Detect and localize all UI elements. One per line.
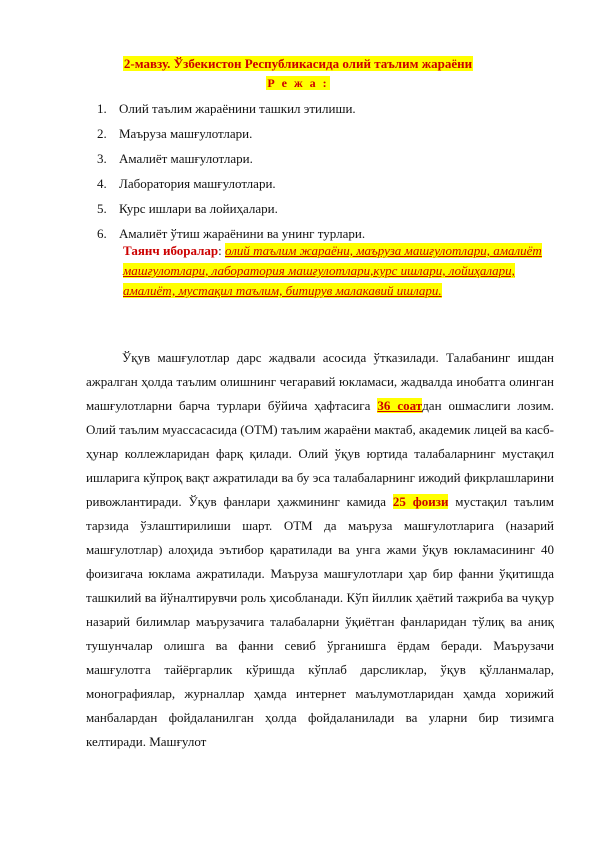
plan-list (97, 96, 365, 246)
plan-item-number: 5. (97, 201, 107, 216)
plan-item-text: Курс ишлари ва лойиҳалари. (119, 201, 278, 216)
key-terms-colon: : (218, 243, 226, 258)
key-terms-text: олий таълим жараёни, маъруза машғулотлари, амалиёт машғулотлари, лаборатория машғулотлари,курс ишлари, лойиҳалари, амалиёт, мустақил таълим, битирув малакавий ишлари. (123, 243, 542, 298)
body-text-part-2: дан ошмаслиги лозим. Олий таълим муассасасида (ОТМ) таълим жараёни мактаб, академик лицей ва касб-ҳунар коллежларидан фарқ қилади. Олий ўқув юртида талабаларнинг мустақил ишларига кўпроқ вақт ажратилади ва бу эса талабаларнинг ижодий фикрлашларини ривожлантиради. Ўқув фанлари ҳажмининг камида (86, 398, 554, 509)
highlight-36-hours: 36 соат (377, 398, 423, 413)
plan-item-text: Олий таълим жараёнини ташкил этилиши. (119, 101, 356, 116)
plan-item (97, 146, 365, 171)
body-text (86, 346, 554, 754)
plan-item-text: Амалиёт ўтиш жараёнини ва унинг турлари. (119, 226, 366, 241)
key-terms (123, 241, 543, 301)
title-text: 2-мавзу. Ўзбекистон Республикасида олий таълим жараёни (123, 56, 473, 71)
plan-item (97, 196, 365, 221)
plan-item-text: Амалиёт машғулотлари. (119, 151, 253, 166)
plan-item (97, 121, 365, 146)
plan-item-number: 1. (97, 101, 107, 116)
plan-item-text: Лаборатория машғулотлари. (119, 176, 276, 191)
plan-item-text: Маъруза машғулотлари. (119, 126, 253, 141)
key-terms-label: Таянч иборалар (123, 243, 219, 258)
highlight-25-percent: 25 фоизи (392, 494, 449, 509)
plan-item-number: 6. (97, 226, 107, 241)
body-text-part-1: Ўқув машғулотлар дарс жадвали асосида ўтказилади. Талабанинг ишдан ажралган ҳолда таълим олишнинг чегаравий юкламаси, жадвалда инобатга олинган машғулотларни барча турлари бўйича ҳафтасига (86, 350, 554, 413)
body-text-part-3: мустақил таълим тарзида ўзлаштирилиши шарт. ОТМ да маъруза машғулотларига (назарий машғулотлар) алоҳида эътибор қаратилади ва унга жами ўқув юкламасининг 40 фоизигача юклама ажратилади. Маъруза машғулотлари ҳар бир фанни ўқитишда ташкилий ва йўналтирувчи роль ҳисобланади. Кўп йиллик ҳаётий тажриба ва чуқур назарий билимлар маърузачига талабаларни ўқиётган фанларидан тўлиқ ва аниқ тушунчалар олишга ва фанни севиб ўрганишга ёрдам беради. Маърузачи машғулотга тайёргарлик кўришда кўплаб дарсликлар, ўқув қўлланмалар, монографиялар, журналлар ҳамда интернет маълумотларидан ҳамда хорижий манбалардан фойдаланилган ҳолда фойдаланилади ва уларни бир тизимга келтиради. Машғулот (86, 494, 555, 749)
plan-item-number: 2. (97, 126, 107, 141)
plan-item-number: 4. (97, 176, 107, 191)
plan-heading-text: Р е ж а : (267, 76, 329, 90)
plan-heading (0, 75, 596, 91)
plan-item-number: 3. (97, 151, 107, 166)
body-paragraph (86, 346, 554, 754)
page-title (0, 55, 596, 72)
plan-item (97, 171, 365, 196)
plan-item (97, 96, 365, 121)
